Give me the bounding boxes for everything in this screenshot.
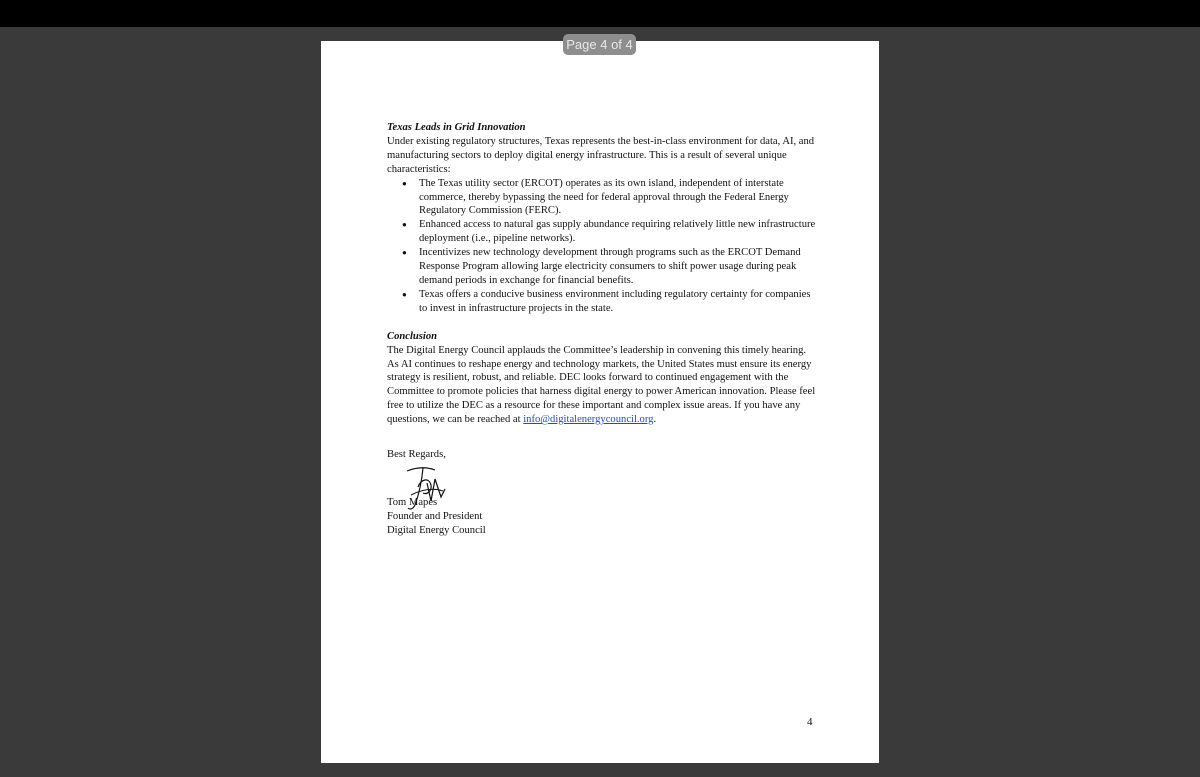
section-intro: Under existing regulatory structures, Texas represents the best-in-class environment for data, AI, and manufacturing sectors to deploy digital energy infrastructure. This is a result of several unique characteristics: <box>387 135 815 175</box>
salutation: Best Regards, <box>387 449 446 461</box>
signer-name: Tom Mapes <box>387 496 438 508</box>
list-item: ● Enhanced access to natural gas supply abundance requiring relatively little new infrastructure deployment (i.e., pipeline networks). <box>387 218 817 246</box>
conclusion-trailing: . <box>653 414 657 426</box>
page-indicator: Page 4 of 4 <box>563 34 636 55</box>
conclusion-body <box>387 344 817 427</box>
signer-title: Founder and President <box>387 510 483 522</box>
section-heading: Texas Leads in Grid Innovation <box>387 122 526 133</box>
list-item: ● Texas offers a conducive business environment including regulatory certainty for companies to invest in infrastructure projects in the state. <box>387 288 817 316</box>
signer-organization: Digital Energy Council <box>387 524 486 536</box>
signature <box>401 465 453 513</box>
characteristics-list <box>387 177 817 316</box>
document-page <box>321 41 879 763</box>
conclusion-heading: Conclusion <box>387 330 438 342</box>
window-top-bar <box>0 0 1200 27</box>
page-number: 4 <box>807 716 813 728</box>
conclusion-text: The Digital Energy Council applauds the Committee’s leadership in convening this timely hearing. As AI continues to reshape energy and technology markets, the United States must ensure its energy strategy is resilient, robust, and reliable. DEC looks forward to continued engagement with the Committee to promote policies that harness digital energy to power American innovation. Please feel free to utilize the DEC as a resource for these important and complex issue areas. If you have any questions, we can be reached at <box>387 344 816 426</box>
list-item: ● The Texas utility sector (ERCOT) operates as its own island, independent of interstate commerce, thereby bypassing the need for federal approval through the Federal Energy Regulatory Commission (FERC). <box>387 177 817 219</box>
list-item: ● Incentivizes new technology development through programs such as the ERCOT Demand Response Program allowing large electricity consumers to shift power usage during peak demand periods in exchange for financial benefits. <box>387 246 817 288</box>
email-link[interactable]: info@digitalenergycouncil.org <box>523 414 654 426</box>
